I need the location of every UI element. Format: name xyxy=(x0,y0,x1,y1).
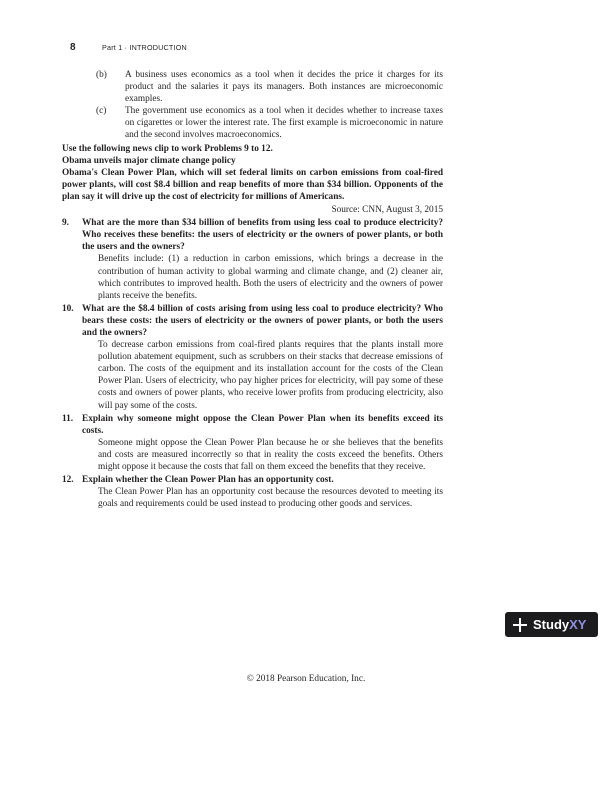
question-text: Explain why someone might oppose the Clean Power Plan when its benefits exceed its costs. xyxy=(82,413,443,436)
page-number: 8 xyxy=(70,42,76,53)
question-text: What are the more than $34 billion of benefits from using less coal to produce electricity? Who receives these benefits: the users of electricity or the owners of power plants, or both the users and the owners? xyxy=(82,218,443,253)
copyright-footer: © 2018 Pearson Education, Inc. xyxy=(246,674,366,684)
question-text: What are the $8.4 billion of costs arising from using less coal to produce electricity? Who bears these costs: the users of electricity or the owners of power plants, or both the users and the owners? xyxy=(82,303,443,338)
list-item xyxy=(96,69,443,105)
question-9 xyxy=(62,217,443,302)
page-content xyxy=(62,69,443,511)
news-clip: Obama's Clean Power Plan, which will set federal limits on carbon emissions from coal-fired power plants, will cost $8.4 billion and reap benefits of more than $34 billion. Opponents of the plan say it will drive up the cost of electricity for millions of Americans. xyxy=(62,167,443,202)
answer-text: Benefits include: (1) a reduction in carbon emissions, which brings a decrease in the contribution of human activity to global warming and climate change, and (2) cleaner air, which contributes to improved health. Both the users of electricity and the owners of power plants receive the benefits. xyxy=(98,254,443,301)
plus-icon xyxy=(513,618,527,632)
item-text: The government use economics as a tool when it decides whether to increase taxes on cigarettes or lower the interest rate. The first example is microeconomic in nature and the second involves macroeconomics. xyxy=(125,106,443,141)
problem-instruction: Use the following news clip to work Problems 9 to 12. xyxy=(62,143,273,154)
answer-text: Someone might oppose the Clean Power Plan because he or she believes that the benefits and costs are measured incorrectly so that in reality the costs exceed the benefits. Others might oppose it because the costs that fall on them exceed the benefits that they receive. xyxy=(98,437,443,472)
question-number: 11. xyxy=(62,413,74,424)
question-number: 9. xyxy=(62,218,69,229)
page-header xyxy=(70,37,187,55)
question-12 xyxy=(62,474,443,510)
news-source: Source: CNN, August 3, 2015 xyxy=(331,205,443,216)
news-headline: Obama unveils major climate change policy xyxy=(62,155,236,166)
answer-text: To decrease carbon emissions from coal-fired plants requires that the plants install more pollution abatement equipment, such as scrubbers on their stacks that decrease emissions of carbon. The costs of the equipment and its installation account for the costs of the Clean Power Plan. Users of electricity, who pay higher prices for electricity, will pay some of these costs and owners of power plants, who receive lower profits from producing electricity, also will pay some of the costs. xyxy=(98,340,443,411)
item-text: A business uses economics as a tool when it decides the price it charges for its product and the salaries it pays its managers. Both instances are microeconomic examples. xyxy=(125,70,443,105)
list-item xyxy=(96,105,443,141)
answer-text: The Clean Power Plan has an opportunity cost because the resources devoted to meeting its goals and requirements could be used instead to producing other goods and services. xyxy=(98,487,443,510)
question-10 xyxy=(62,303,443,412)
badge-name: Study xyxy=(533,617,570,632)
part-title: Part 1 · INTRODUCTION xyxy=(102,43,187,52)
item-label: (c) xyxy=(96,106,107,117)
question-number: 12. xyxy=(62,475,74,486)
question-text: Explain whether the Clean Power Plan has an opportunity cost. xyxy=(82,475,334,486)
item-label: (b) xyxy=(96,70,107,80)
question-11 xyxy=(62,413,443,473)
badge-suffix: XY xyxy=(569,617,587,632)
studyxy-badge[interactable] xyxy=(505,612,598,637)
question-number: 10. xyxy=(62,303,74,314)
